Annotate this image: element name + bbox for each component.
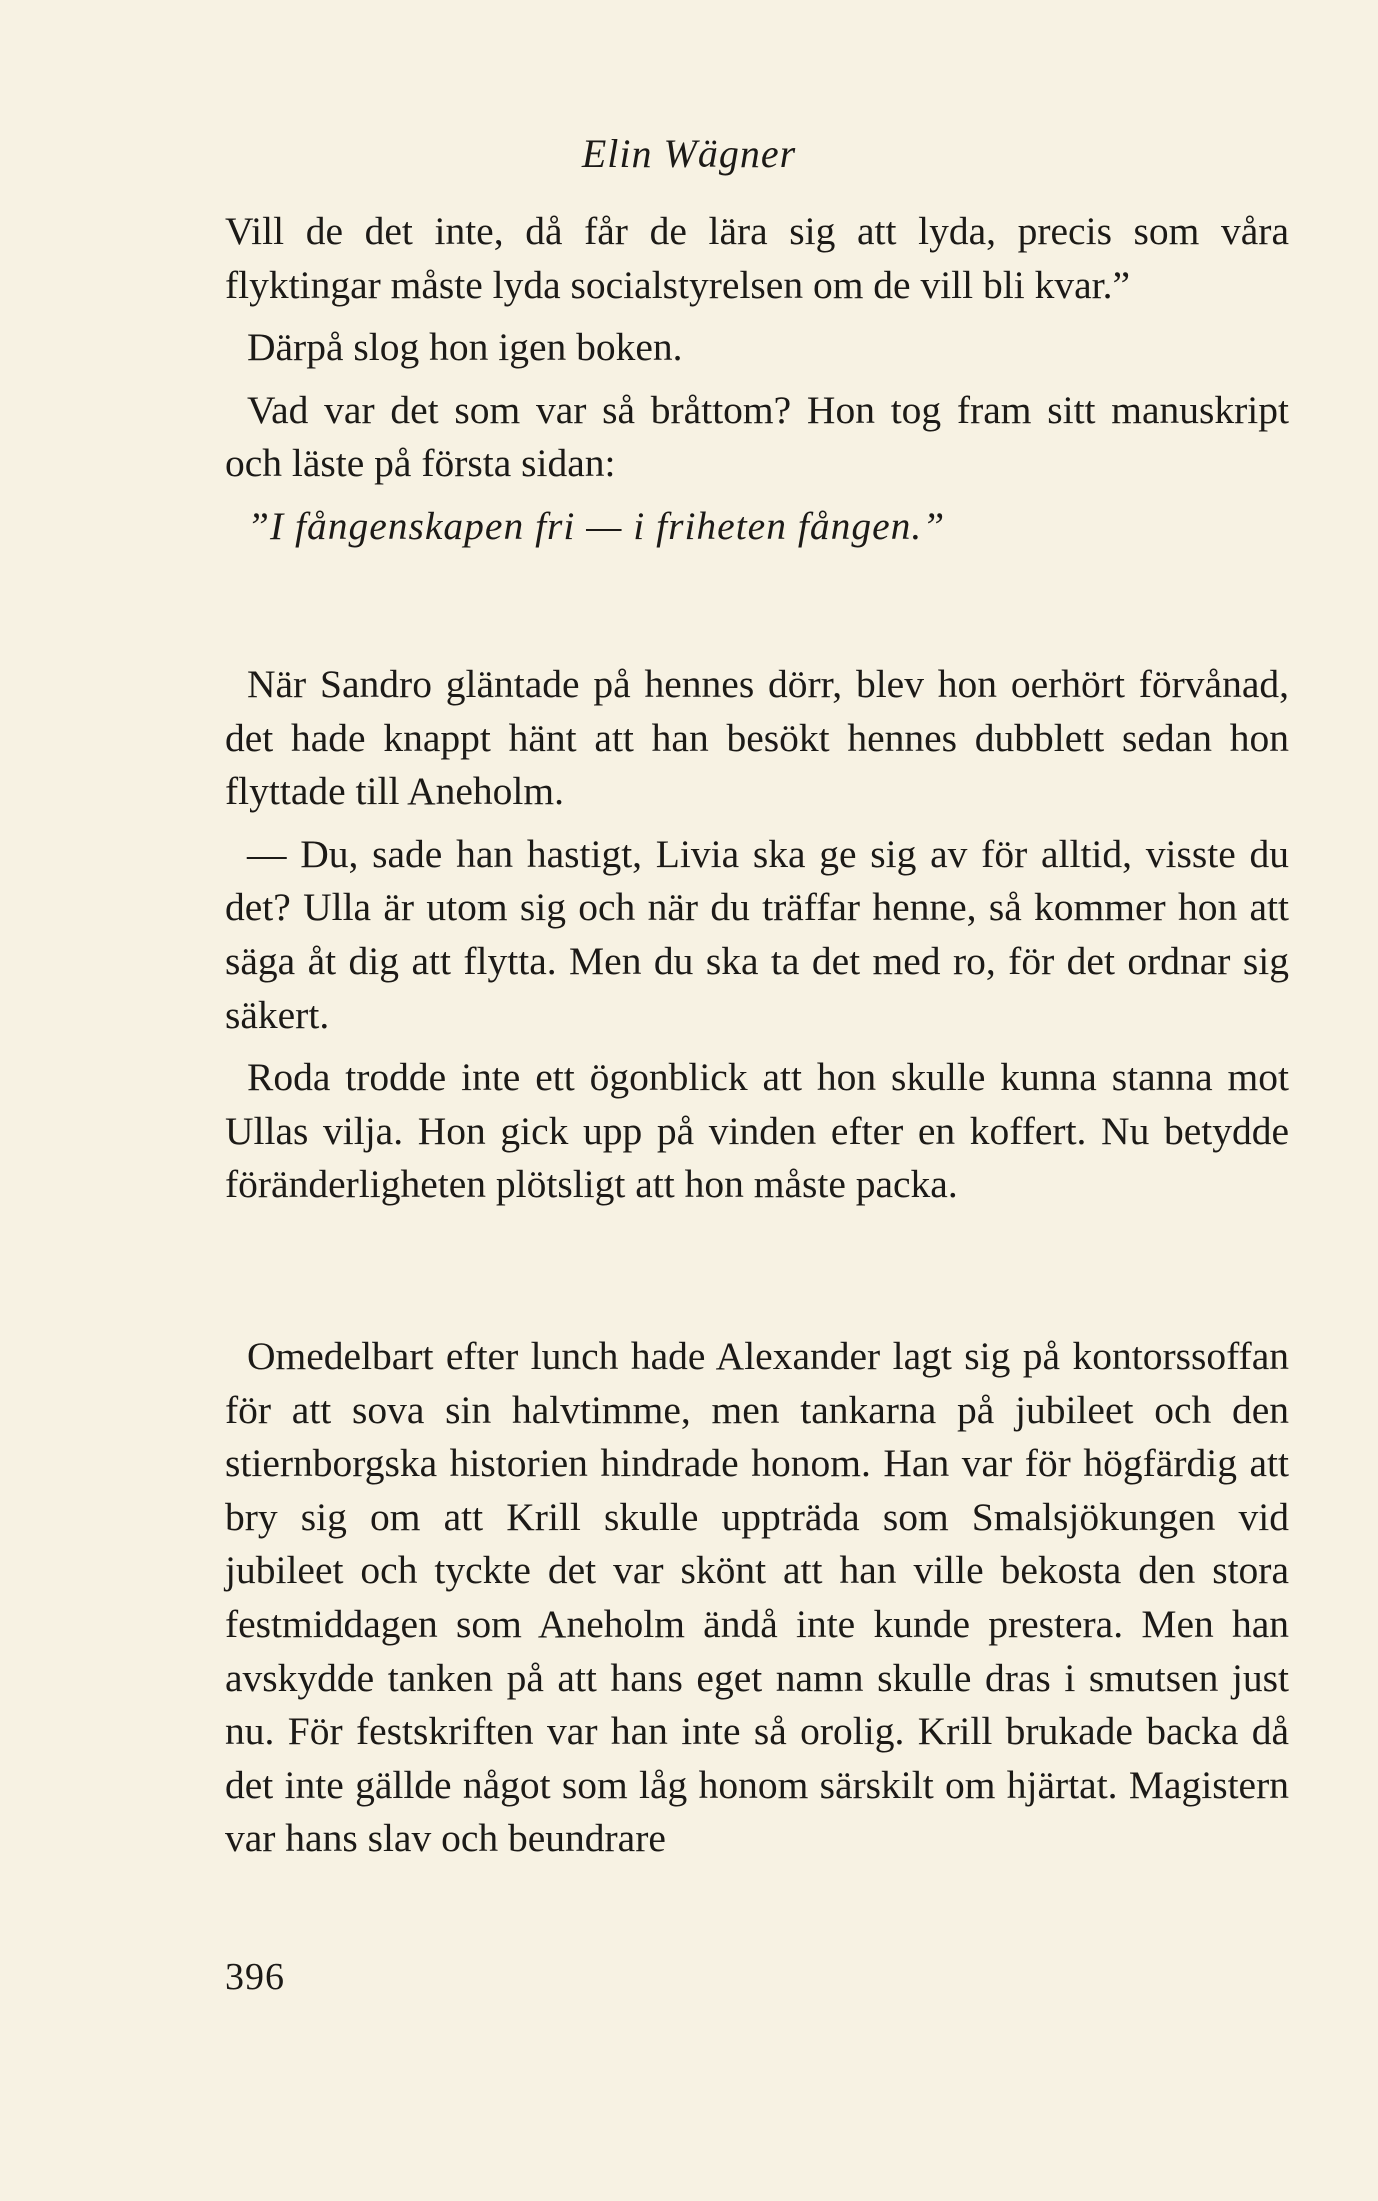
dialogue-paragraph: — Du, sade han hastigt, Livia ska ge sig av för alltid, visste du det? Ulla är utom sig och när du träffar henne, så kommer hon att säga åt dig att flytta. Men du ska ta det med ro, för det ordnar sig säkert. bbox=[225, 831, 1289, 1037]
paragraph: När Sandro gläntade på hennes dörr, blev hon oerhört förvånad, det hade knappt hänt att han besökt hennes dubblett sedan hon flyttade till Aneholm. bbox=[225, 662, 1289, 814]
paragraph: Roda trodde inte ett ögonblick att hon skulle kunna stanna mot Ullas vilja. Hon gick upp på vinden efter en koffert. Nu betydde föränderligheten plötsligt att hon måste packa. bbox=[225, 1055, 1289, 1207]
paragraph: Omedelbart efter lunch hade Alexander lagt sig på kontorssoffan för att sova sin halvtimme, men tankarna på jubileet och den stiernborgska historien hindrade honom. Han var för högfärdig att bry sig om att Krill skulle uppträda som Smalsjökungen vid jubileet och tyckte det var skönt att han ville bekosta den stora festmiddagen som Aneholm ändå inte kunde prestera. Men han avskydde tanken på att hans eget namn skulle dras i smutsen just nu. För festskriften var han inte så orolig. Krill brukade backa då det inte gällde något som låg honom särskilt om hjärtat. Magistern var hans slav och beundrare bbox=[225, 1334, 1289, 1861]
manuscript-quote: ”I fångenskapen fri — i friheten fången.” bbox=[247, 503, 946, 548]
text-section-3 bbox=[225, 1330, 1289, 1866]
paragraph: Vill de det inte, då får de lära sig att lyda, precis som våra flyktingar måste lyda socialstyrelsen om de vill bli kvar.” bbox=[225, 209, 1289, 307]
page-number: 396 bbox=[225, 1956, 285, 1998]
text-section-2 bbox=[225, 658, 1289, 1212]
paragraph: Därpå slog hon igen boken. bbox=[247, 325, 683, 370]
paragraph: Vad var det som var så bråttom? Hon tog fram sitt manuskript och läste på första sidan: bbox=[225, 387, 1289, 486]
text-section-1 bbox=[225, 205, 1289, 554]
running-head-author: Elin Wägner bbox=[581, 131, 797, 176]
